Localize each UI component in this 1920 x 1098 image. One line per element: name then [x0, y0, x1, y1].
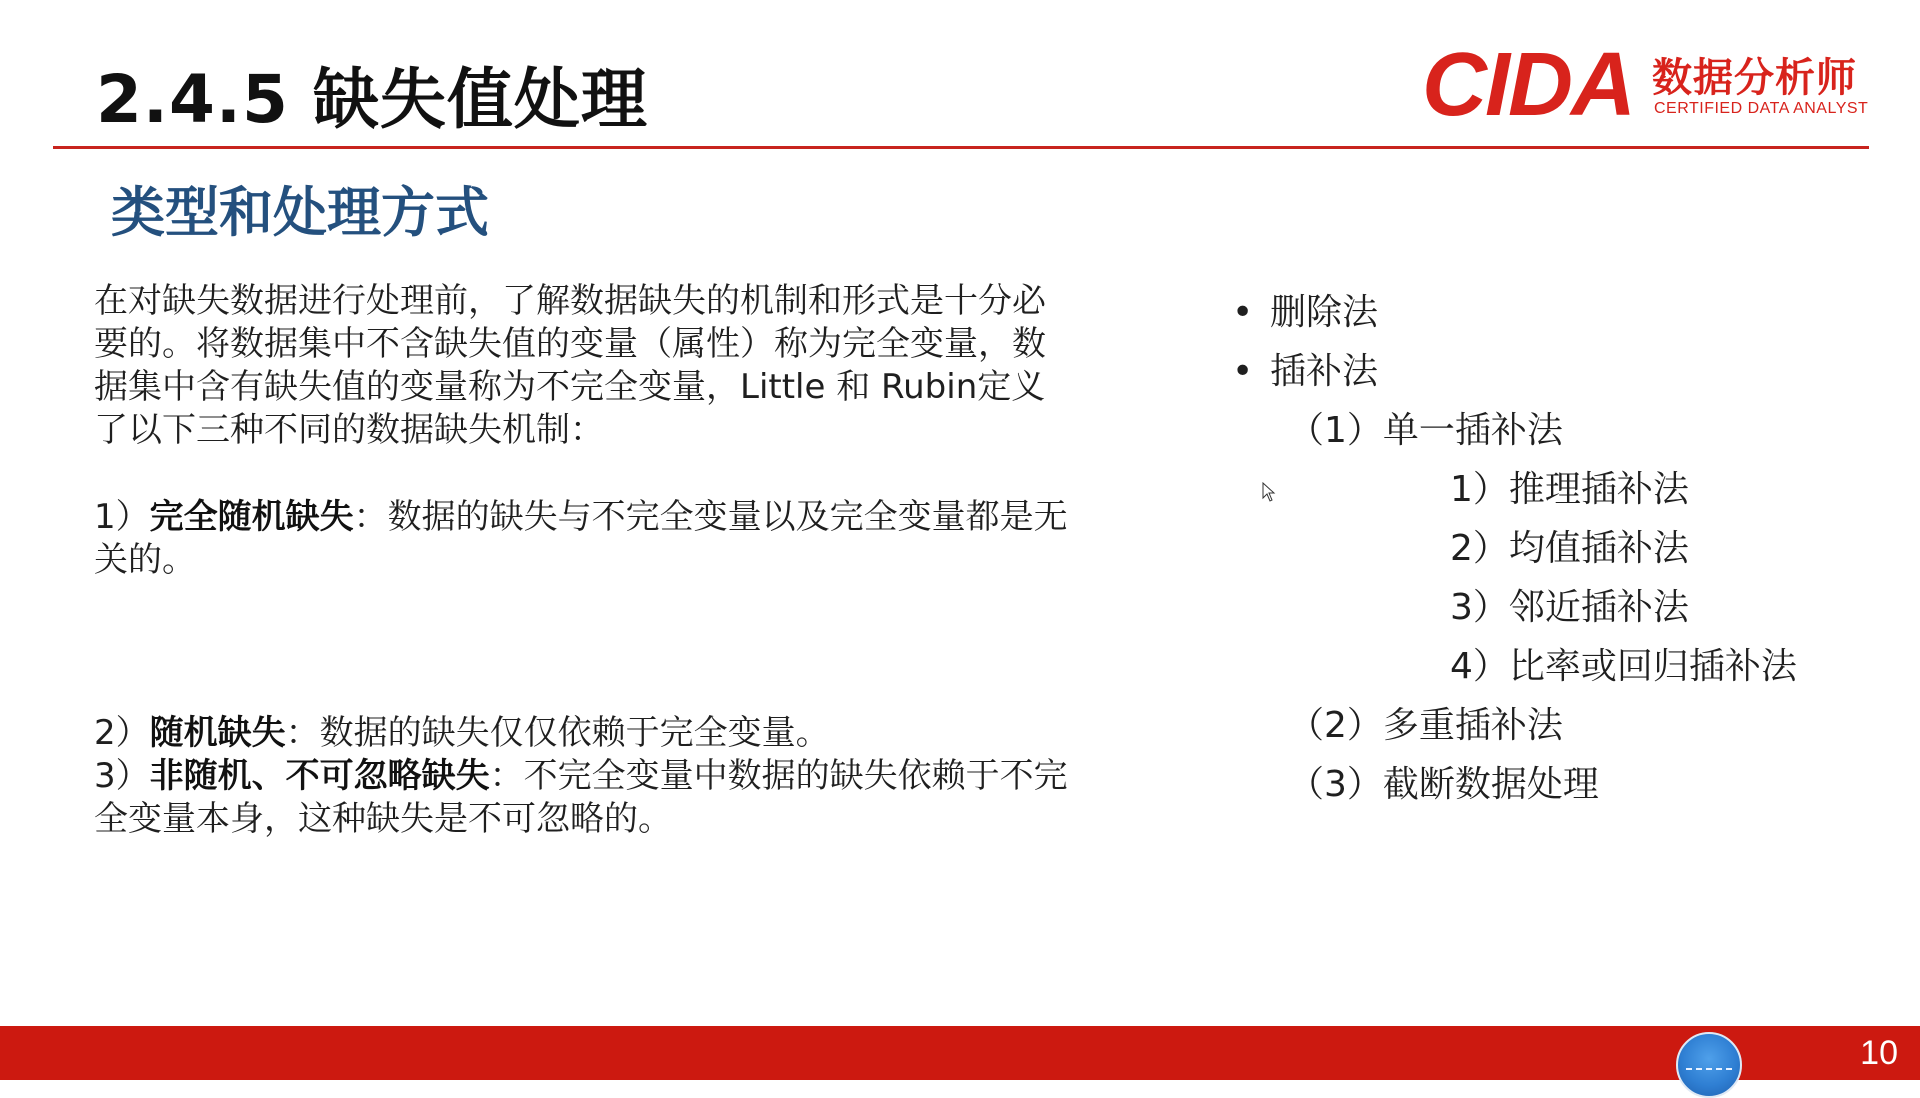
mechanism-desc: 全变量本身，这种缺失是不可忽略的。: [94, 799, 672, 839]
method-label: 插补法: [1270, 351, 1379, 392]
mechanism-prefix: 1）: [94, 497, 150, 537]
intro-line: 要的。将数据集中不含缺失值的变量（属性）称为完全变量，数: [94, 324, 1046, 364]
mechanism-desc: ：数据的缺失仅仅依赖于完全变量。: [285, 713, 830, 753]
mechanism-desc: 关的。: [94, 540, 196, 580]
cda-logo: [1422, 35, 1880, 135]
method-label: 删除法: [1270, 292, 1379, 333]
method-item-single: （1）单一插补法: [1288, 410, 1563, 451]
method-item-ratio-regression: 4）比率或回归插补法: [1450, 646, 1797, 687]
method-item-truncated: （3）截断数据处理: [1288, 764, 1599, 805]
mechanism-3: [94, 755, 1134, 798]
mechanism-desc: ：不完全变量中数据的缺失依赖于不完: [489, 756, 1068, 796]
method-item-mean: 2）均值插补法: [1450, 528, 1689, 569]
logo-letters: CIDA: [1422, 35, 1634, 135]
mechanism-desc: ：数据的缺失与不完全变量以及完全变量都是无: [353, 497, 1068, 537]
bullet-icon: •: [1232, 292, 1254, 333]
footer-bar: [0, 1026, 1920, 1080]
floating-assistant-icon[interactable]: [1676, 1032, 1742, 1098]
method-item-multiple: （2）多重插补法: [1288, 705, 1563, 746]
mouse-cursor-icon: [1262, 482, 1276, 502]
intro-line: 在对缺失数据进行处理前，了解数据缺失的机制和形式是十分必: [94, 281, 1046, 321]
mechanism-prefix: 3）: [94, 756, 150, 796]
intro-line: 据集中含有缺失值的变量称为不完全变量，Little 和 Rubin定义: [94, 367, 1046, 407]
method-item-inference: 1）推理插补法: [1450, 469, 1689, 510]
method-item-impute: [1232, 343, 1378, 394]
logo-chinese-text: 数据分析师: [1652, 55, 1857, 101]
mechanism-term: 完全随机缺失: [149, 497, 354, 537]
title-divider: [53, 146, 1869, 149]
mechanism-2-3: [94, 712, 1134, 841]
section-heading: 类型和处理方式: [111, 181, 489, 244]
mechanism-term: 非随机、不可忽略缺失: [149, 756, 490, 796]
slide-title: 2.4.5 缺失值处理: [96, 61, 648, 138]
intro-line: 了以下三种不同的数据缺失机制：: [94, 410, 604, 450]
bullet-icon: •: [1232, 351, 1254, 392]
logo-english-text: CERTIFIED DATA ANALYST: [1654, 100, 1869, 117]
mechanism-1: [94, 496, 1134, 582]
method-item-neighbor: 3）邻近插补法: [1450, 587, 1689, 628]
intro-paragraph: [94, 280, 1134, 452]
mechanism-2: [94, 712, 1134, 755]
page-number: 10: [1860, 1034, 1898, 1072]
mechanism-term: 随机缺失: [149, 713, 286, 753]
method-item-delete: [1232, 284, 1378, 335]
mechanism-prefix: 2）: [94, 713, 150, 753]
